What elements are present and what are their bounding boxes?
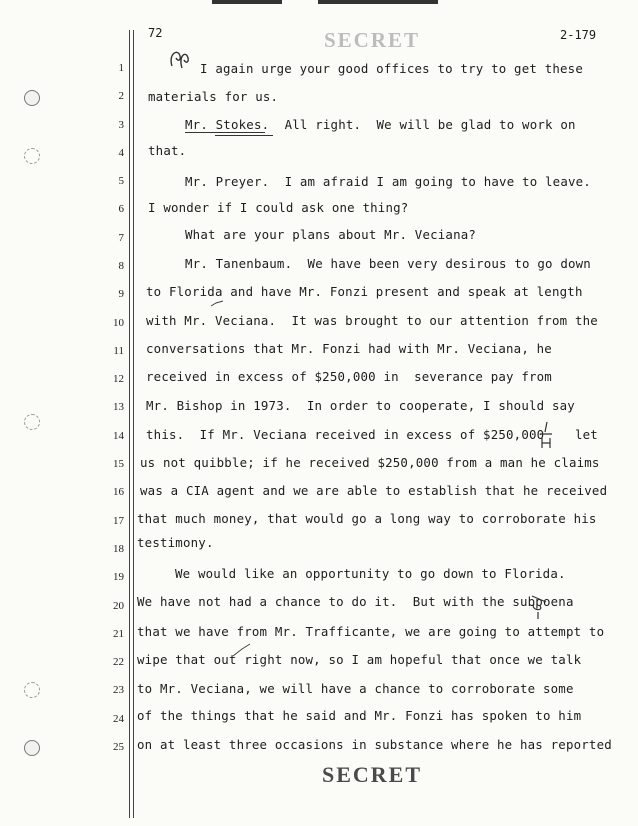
line-number: 23	[113, 684, 124, 696]
correction-mark	[528, 590, 550, 620]
transcript-line: of the things that he said and Mr. Fonzi has spoken to him	[137, 708, 582, 723]
transcript-line: with Mr. Veciana. It was brought to our attention from the	[146, 313, 598, 328]
transcript-line: What are your plans about Mr. Veciana?	[185, 227, 477, 242]
line-number: 24	[113, 713, 124, 725]
transcript-line: received in excess of $250,000 in severance pay from	[146, 369, 552, 384]
transcript-line: conversations that Mr. Fonzi had with Mr. Veciana, he	[146, 341, 552, 356]
transcript-line: this. If Mr. Veciana received in excess of $250,000 let	[146, 427, 598, 442]
line-number: 5	[118, 175, 124, 187]
line-number: 7	[118, 232, 124, 244]
line-number: 14	[113, 430, 124, 442]
punch-hole	[24, 148, 40, 164]
transcript-line: that we have from Mr. Trafficante, we are going to attempt to	[137, 624, 605, 639]
margin-rule	[133, 30, 134, 818]
handwritten-underline	[215, 135, 273, 136]
secret-stamp-top: SECRET	[324, 28, 421, 52]
line-number: 12	[113, 373, 124, 385]
transcript-line: to Mr. Veciana, we will have a chance to corroborate some	[137, 681, 574, 696]
paragraph-mark	[166, 46, 194, 72]
handwritten-tick	[210, 300, 224, 308]
transcript-line: Mr. Preyer. I am afraid I am going to have to leave.	[185, 174, 591, 189]
transcript-line: us not quibble; if he received $250,000 from a man he claims	[140, 455, 600, 470]
transcript-line: that much money, that would go a long way to corroborate his	[137, 511, 597, 526]
line-number: 6	[118, 203, 124, 215]
line-number: 15	[113, 458, 124, 470]
line-number: 4	[118, 147, 124, 159]
punch-hole	[24, 414, 40, 430]
page-number: 72	[148, 26, 163, 40]
transcript-line: to Florida and have Mr. Fonzi present and speak at length	[146, 284, 583, 299]
margin-rule	[129, 30, 130, 818]
correction-mark	[536, 420, 556, 450]
line-number: 8	[118, 260, 124, 272]
transcript-line: was a CIA agent and we are able to establish that he received	[140, 483, 608, 498]
line-number: 2	[118, 90, 124, 102]
line-number: 19	[113, 571, 124, 583]
punch-hole	[24, 682, 40, 698]
transcript-line: I wonder if I could ask one thing?	[148, 200, 409, 215]
line-number: 22	[113, 656, 124, 668]
line-number: 1	[118, 62, 124, 74]
line-number: 3	[118, 119, 124, 131]
line-number: 17	[113, 515, 124, 527]
line-number: 21	[113, 628, 124, 640]
line-number: 9	[118, 288, 124, 300]
punch-hole	[24, 740, 40, 756]
transcript-line: materials for us.	[148, 89, 279, 104]
line-number: 25	[113, 741, 124, 753]
line-number: 18	[113, 543, 124, 555]
transcript-line: Mr. Bishop in 1973. In order to cooperate, I should say	[146, 398, 575, 413]
handwritten-tick	[232, 643, 252, 657]
top-edge-smudge	[212, 0, 282, 4]
transcript-line: on at least three occasions in substance where he has reported	[137, 737, 612, 752]
line-number: 11	[113, 345, 124, 357]
transcript-line: Mr. Stokes. All right. We will be glad to work on	[185, 117, 576, 132]
transcript-line: I again urge your good offices to try to get these	[200, 61, 583, 76]
transcript-line: We would like an opportunity to go down to Florida.	[175, 566, 566, 581]
top-edge-smudge	[318, 0, 438, 4]
reference-number: 2-179	[560, 28, 597, 42]
line-number: 13	[113, 401, 124, 413]
line-number: 16	[113, 486, 124, 498]
transcript-line: wipe that out right now, so I am hopeful that once we talk	[137, 652, 582, 667]
handwritten-underline	[185, 132, 265, 133]
transcript-line: testimony.	[137, 535, 214, 550]
transcript-line: that.	[148, 143, 187, 158]
punch-hole	[24, 90, 40, 106]
transcript-line: We have not had a chance to do it. But with the subpoena	[137, 594, 574, 609]
line-number: 10	[113, 317, 124, 329]
line-number: 20	[113, 600, 124, 612]
secret-stamp-bottom: SECRET	[322, 762, 423, 787]
transcript-line: Mr. Tanenbaum. We have been very desirous to go down	[185, 256, 591, 271]
